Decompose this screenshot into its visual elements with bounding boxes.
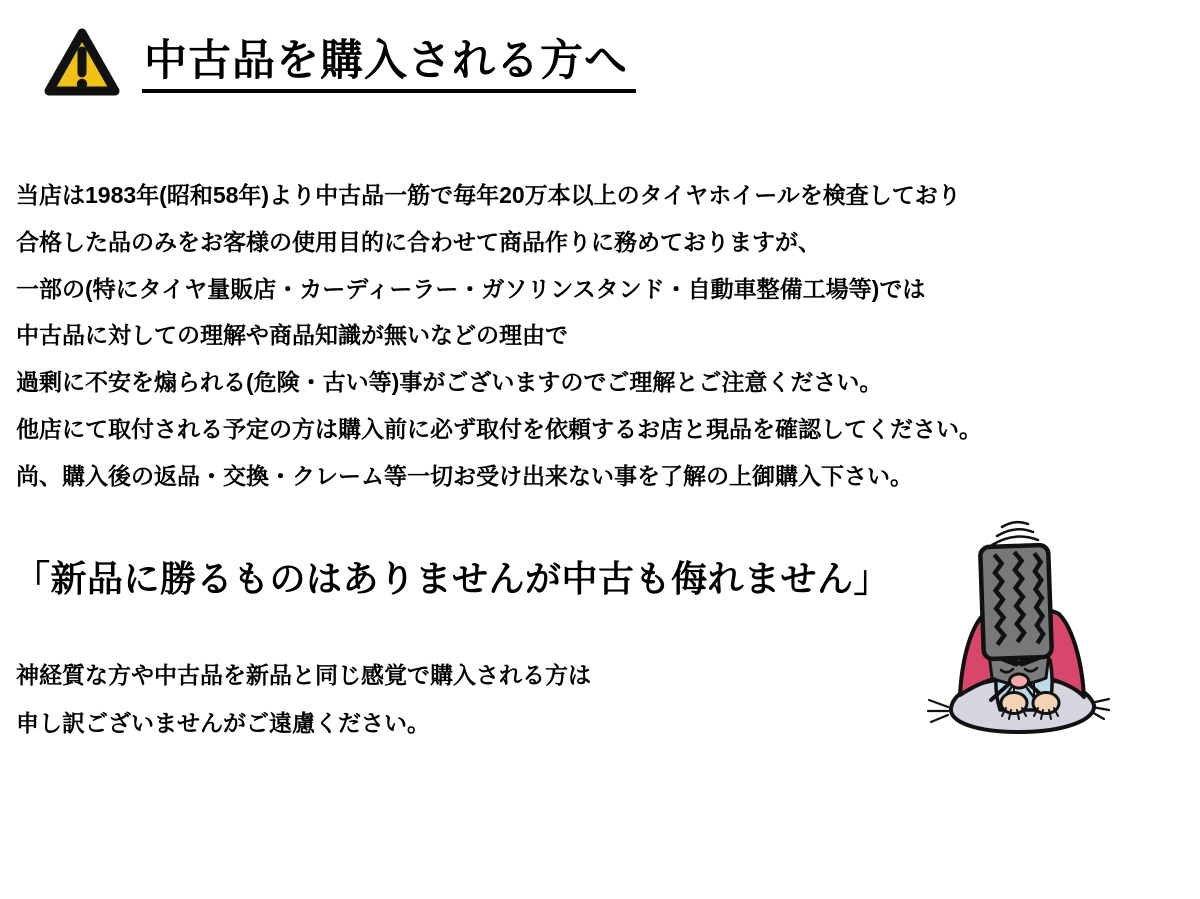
notice-line-6: 他店にて取付される予定の方は購入前に必ず取付を依頼するお店と現品を確認してください。: [16, 415, 982, 442]
notice-line-4: 中古品に対しての理解や商品知識が無いなどの理由で: [16, 322, 568, 349]
header: [42, 26, 636, 102]
exclamation-dot: [77, 79, 87, 89]
closing-body: [16, 652, 591, 747]
page-title: 中古品を購入される方へ: [142, 38, 636, 93]
notice-line-2: 合格した品のみをお客様の使用目的に合わせて商品作りに務めておりますが、: [16, 228, 821, 255]
motion-lines: [992, 522, 1038, 545]
notice-body: [16, 172, 982, 500]
closing-line-1: 神経質な方や中古品を新品と同じ感覚で購入される方は: [16, 662, 591, 688]
notice-line-1: 当店は1983年(昭和58年)より中古品一筋で毎年20万本以上のタイヤホイールを検査しており: [16, 182, 961, 208]
slogan-quote: 「新品に勝るものはありませんが中古も侮れません」: [14, 558, 891, 599]
closing-line-2: 申し訳ございませんがご遠慮ください。: [16, 709, 430, 736]
notice-line-7: 尚、購入後の返品・交換・クレーム等一切お受け出来ない事を了解の上御購入下さい。: [16, 462, 913, 489]
tire: [980, 545, 1052, 659]
bowing-man-with-tire-illustration: [924, 512, 1124, 744]
warning-triangle-icon: [42, 26, 122, 102]
cushion-stitch-left: [928, 700, 948, 722]
notice-line-3: 一部の(特にタイヤ量販店・カーディーラー・ガソリンスタンド・自動車整備工場等)では: [16, 275, 926, 302]
nose: [1010, 674, 1029, 688]
notice-line-5: 過剰に不安を煽られる(危険・古い等)事がございますのでご理解とご注意ください。: [16, 369, 883, 396]
